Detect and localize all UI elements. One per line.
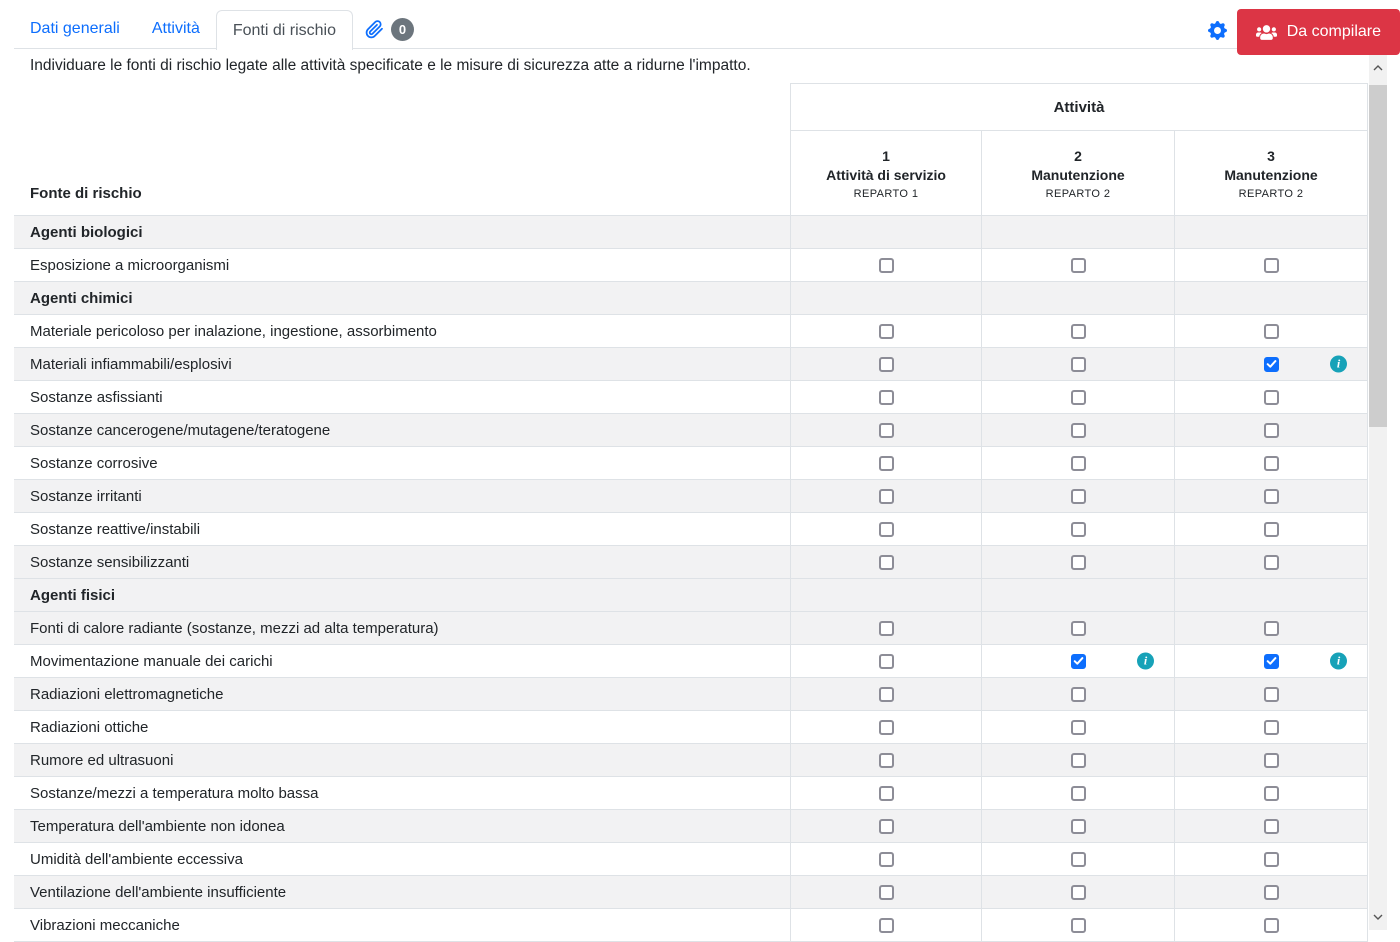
checkbox-sostanze-cancerogene-mutagene-teratogene-activity-3[interactable]	[1264, 423, 1279, 438]
activity-2-cell	[981, 249, 1174, 281]
activity-3-cell	[1174, 810, 1368, 842]
info-circle-icon[interactable]: i	[1330, 653, 1347, 670]
table-body	[14, 216, 1368, 942]
activity-3-cell	[1174, 645, 1368, 677]
activity-1-cell	[790, 216, 981, 248]
risk-label: Esposizione a microorganismi	[30, 256, 230, 274]
checkbox-sostanze-corrosive-activity-1[interactable]	[879, 456, 894, 471]
activity-1-cell	[790, 447, 981, 479]
risk-label: Sostanze sensibilizzanti	[30, 553, 190, 571]
risk-label: Sostanze cancerogene/mutagene/teratogene	[30, 421, 331, 439]
activity-column-header-3	[1174, 130, 1368, 215]
activity-1-cell	[790, 249, 981, 281]
risk-row-sostanze-cancerogene-mutagene-teratogene	[14, 414, 1368, 447]
checkbox-sostanze-sensibilizzanti-activity-2[interactable]	[1071, 555, 1086, 570]
activity-2-cell	[981, 678, 1174, 710]
checkbox-materiale-pericoloso-per-inalazione-ingestione-assorbimento-activity-1[interactable]	[879, 324, 894, 339]
activity-3-cell	[1174, 315, 1368, 347]
activity-name: Manutenzione	[1031, 166, 1125, 183]
risk-row-radiazioni-ottiche	[14, 711, 1368, 744]
risk-row-ventilazione-dell-ambiente-insufficiente	[14, 876, 1368, 909]
checkbox-temperatura-dell-ambiente-non-idonea-activity-2[interactable]	[1071, 819, 1086, 834]
checkbox-sostanze-corrosive-activity-3[interactable]	[1264, 456, 1279, 471]
checkbox-temperatura-dell-ambiente-non-idonea-activity-3[interactable]	[1264, 819, 1279, 834]
checkmark-icon	[1266, 359, 1277, 369]
activity-3-cell	[1174, 876, 1368, 908]
risk-row-esposizione-a-microorganismi	[14, 249, 1368, 282]
risk-label: Fonti di calore radiante (sostanze, mezzi ad alta temperatura)	[30, 619, 439, 637]
checkbox-sostanze-cancerogene-mutagene-teratogene-activity-2[interactable]	[1071, 423, 1086, 438]
activity-2-cell	[981, 348, 1174, 380]
activity-2-cell	[981, 744, 1174, 776]
checkmark-icon	[1073, 656, 1084, 666]
activity-1-cell	[790, 546, 981, 578]
activity-department: REPARTO 1	[853, 187, 919, 200]
checkbox-materiali-infiammabili-esplosivi-activity-2[interactable]	[1071, 357, 1086, 372]
checkbox-movimentazione-manuale-dei-carichi-activity-1[interactable]	[879, 654, 894, 669]
activity-1-cell	[790, 909, 981, 941]
risk-row-temperatura-dell-ambiente-non-idonea	[14, 810, 1368, 843]
activity-1-cell	[790, 612, 981, 644]
scroll-down-button[interactable]	[1369, 908, 1387, 926]
risk-row-sostanze-corrosive	[14, 447, 1368, 480]
checkbox-sostanze-reattive-instabili-activity-3[interactable]	[1264, 522, 1279, 537]
category-row-agenti-fisici	[14, 579, 1368, 612]
activity-name: Manutenzione	[1224, 166, 1318, 183]
checkbox-temperatura-dell-ambiente-non-idonea-activity-1[interactable]	[879, 819, 894, 834]
attachments-control[interactable]	[353, 10, 426, 48]
activity-2-cell	[981, 909, 1174, 941]
activity-1-cell	[790, 315, 981, 347]
column-header-fonte-di-rischio: Fonte di rischio	[30, 185, 142, 202]
checkbox-materiale-pericoloso-per-inalazione-ingestione-assorbimento-activity-2[interactable]	[1071, 324, 1086, 339]
activity-3-cell	[1174, 282, 1368, 314]
risk-label: Umidità dell'ambiente eccessiva	[30, 850, 243, 868]
checkbox-sostanze-mezzi-a-temperatura-molto-bassa-activity-3[interactable]	[1264, 786, 1279, 801]
activity-2-cell	[981, 546, 1174, 578]
checkbox-radiazioni-ottiche-activity-2[interactable]	[1071, 720, 1086, 735]
risk-label: Materiali infiammabili/esplosivi	[30, 355, 232, 373]
risk-row-sostanze-asfissianti	[14, 381, 1368, 414]
checkbox-sostanze-reattive-instabili-activity-2[interactable]	[1071, 522, 1086, 537]
checkbox-rumore-ed-ultrasuoni-activity-2[interactable]	[1071, 753, 1086, 768]
chevron-down-icon	[1373, 914, 1383, 920]
scroll-up-button[interactable]	[1369, 59, 1387, 77]
activity-2-cell	[981, 579, 1174, 611]
activity-2-cell	[981, 777, 1174, 809]
risk-label: Sostanze reattive/instabili	[30, 520, 201, 538]
checkbox-rumore-ed-ultrasuoni-activity-3[interactable]	[1264, 753, 1279, 768]
risk-row-sostanze-reattive-instabili	[14, 513, 1368, 546]
activity-2-cell	[981, 645, 1174, 677]
risk-label: Movimentazione manuale dei carichi	[30, 652, 273, 670]
activity-1-cell	[790, 645, 981, 677]
activity-department: REPARTO 2	[1238, 187, 1304, 200]
activity-2-cell	[981, 447, 1174, 479]
activity-1-cell	[790, 744, 981, 776]
category-row-agenti-biologici	[14, 216, 1368, 249]
activity-3-cell	[1174, 579, 1368, 611]
activity-2-cell	[981, 876, 1174, 908]
category-label: Agenti fisici	[30, 586, 116, 604]
activity-number: 3	[1267, 147, 1275, 164]
activity-department: REPARTO 2	[1045, 187, 1111, 200]
risk-label: Sostanze/mezzi a temperatura molto bassa	[30, 784, 319, 802]
risk-row-fonti-di-calore-radiante-sostanze-mezzi-ad-alta-temperatura	[14, 612, 1368, 645]
risk-row-umidita-dell-ambiente-eccessiva	[14, 843, 1368, 876]
risk-row-sostanze-sensibilizzanti	[14, 546, 1368, 579]
info-circle-icon[interactable]: i	[1137, 653, 1154, 670]
activity-1-cell	[790, 348, 981, 380]
checkbox-sostanze-mezzi-a-temperatura-molto-bassa-activity-1[interactable]	[879, 786, 894, 801]
activity-1-cell	[790, 282, 981, 314]
checkbox-sostanze-sensibilizzanti-activity-3[interactable]	[1264, 555, 1279, 570]
checkbox-materiale-pericoloso-per-inalazione-ingestione-assorbimento-activity-3[interactable]	[1264, 324, 1279, 339]
activity-1-cell	[790, 777, 981, 809]
risk-label: Ventilazione dell'ambiente insufficiente	[30, 883, 287, 901]
risk-label: Temperatura dell'ambiente non idonea	[30, 817, 285, 835]
activity-1-cell	[790, 480, 981, 512]
activity-column-header-2	[981, 130, 1174, 215]
risk-label: Materiale pericoloso per inalazione, ingestione, assorbimento	[30, 322, 437, 340]
checkbox-vibrazioni-meccaniche-activity-2[interactable]	[1071, 918, 1086, 933]
checkbox-umidita-dell-ambiente-eccessiva-activity-2[interactable]	[1071, 852, 1086, 867]
activity-2-cell	[981, 282, 1174, 314]
category-label: Agenti biologici	[30, 223, 143, 241]
activity-2-cell	[981, 480, 1174, 512]
chevron-up-icon	[1373, 65, 1383, 71]
checkbox-vibrazioni-meccaniche-activity-1[interactable]	[879, 918, 894, 933]
checkbox-fonti-di-calore-radiante-sostanze-mezzi-ad-alta-temperatura-activity-1[interactable]	[879, 621, 894, 636]
category-row-agenti-chimici	[14, 282, 1368, 315]
risk-row-materiali-infiammabili-esplosivi	[14, 348, 1368, 381]
activity-3-cell	[1174, 249, 1368, 281]
checkbox-sostanze-asfissianti-activity-2[interactable]	[1071, 390, 1086, 405]
activity-number: 2	[1074, 147, 1082, 164]
activity-3-cell	[1174, 777, 1368, 809]
checkbox-movimentazione-manuale-dei-carichi-activity-3[interactable]	[1264, 654, 1279, 669]
activity-number: 1	[882, 147, 890, 164]
checkbox-sostanze-irritanti-activity-1[interactable]	[879, 489, 894, 504]
activity-3-cell	[1174, 612, 1368, 644]
checkbox-sostanze-cancerogene-mutagene-teratogene-activity-1[interactable]	[879, 423, 894, 438]
activity-1-cell	[790, 579, 981, 611]
activity-1-cell	[790, 876, 981, 908]
checkbox-vibrazioni-meccaniche-activity-3[interactable]	[1264, 918, 1279, 933]
activity-2-cell	[981, 414, 1174, 446]
checkbox-radiazioni-elettromagnetiche-activity-3[interactable]	[1264, 687, 1279, 702]
checkbox-radiazioni-ottiche-activity-1[interactable]	[879, 720, 894, 735]
scrollbar-thumb[interactable]	[1369, 85, 1387, 427]
checkbox-radiazioni-elettromagnetiche-activity-1[interactable]	[879, 687, 894, 702]
activity-2-cell	[981, 612, 1174, 644]
checkbox-esposizione-a-microorganismi-activity-2[interactable]	[1071, 258, 1086, 273]
attachments-count-badge: 0	[391, 18, 414, 41]
tab-attivita[interactable]: Attività	[151, 20, 200, 37]
activity-3-cell	[1174, 546, 1368, 578]
activity-3-cell	[1174, 216, 1368, 248]
checkbox-ventilazione-dell-ambiente-insufficiente-activity-2[interactable]	[1071, 885, 1086, 900]
checkbox-ventilazione-dell-ambiente-insufficiente-activity-1[interactable]	[879, 885, 894, 900]
activity-3-cell	[1174, 744, 1368, 776]
risk-row-sostanze-mezzi-a-temperatura-molto-bassa	[14, 777, 1368, 810]
group-header-attivita: Attività	[790, 83, 1368, 130]
risk-label: Sostanze corrosive	[30, 454, 158, 472]
category-label: Agenti chimici	[30, 289, 133, 307]
info-circle-icon[interactable]: i	[1330, 356, 1347, 373]
risk-label: Vibrazioni meccaniche	[30, 916, 180, 934]
activity-3-cell	[1174, 381, 1368, 413]
risk-table	[14, 83, 1368, 942]
risk-label: Sostanze asfissianti	[30, 388, 163, 406]
checkbox-rumore-ed-ultrasuoni-activity-1[interactable]	[879, 753, 894, 768]
activity-3-cell	[1174, 513, 1368, 545]
activity-name: Attività di servizio	[826, 166, 946, 183]
checkbox-sostanze-asfissianti-activity-3[interactable]	[1264, 390, 1279, 405]
activity-3-cell	[1174, 480, 1368, 512]
risk-label: Radiazioni ottiche	[30, 718, 149, 736]
risk-row-movimentazione-manuale-dei-carichi	[14, 645, 1368, 678]
activity-2-cell	[981, 711, 1174, 743]
checkmark-icon	[1266, 656, 1277, 666]
activity-2-cell	[981, 216, 1174, 248]
activity-1-cell	[790, 843, 981, 875]
risk-row-rumore-ed-ultrasuoni	[14, 744, 1368, 777]
vertical-scrollbar[interactable]	[1369, 55, 1387, 930]
checkbox-umidita-dell-ambiente-eccessiva-activity-3[interactable]	[1264, 852, 1279, 867]
checkbox-fonti-di-calore-radiante-sostanze-mezzi-ad-alta-temperatura-activity-3[interactable]	[1264, 621, 1279, 636]
activity-1-cell	[790, 678, 981, 710]
activity-3-cell	[1174, 447, 1368, 479]
risk-row-sostanze-irritanti	[14, 480, 1368, 513]
checkbox-materiali-infiammabili-esplosivi-activity-3[interactable]	[1264, 357, 1279, 372]
activity-1-cell	[790, 810, 981, 842]
checkbox-esposizione-a-microorganismi-activity-3[interactable]	[1264, 258, 1279, 273]
activity-1-cell	[790, 513, 981, 545]
activity-2-cell	[981, 513, 1174, 545]
checkbox-materiali-infiammabili-esplosivi-activity-1[interactable]	[879, 357, 894, 372]
risk-row-materiale-pericoloso-per-inalazione-ingestione-assorbimento	[14, 315, 1368, 348]
checkbox-sostanze-corrosive-activity-2[interactable]	[1071, 456, 1086, 471]
checkbox-esposizione-a-microorganismi-activity-1[interactable]	[879, 258, 894, 273]
checkbox-umidita-dell-ambiente-eccessiva-activity-1[interactable]	[879, 852, 894, 867]
checkbox-sostanze-irritanti-activity-2[interactable]	[1071, 489, 1086, 504]
table-header	[14, 83, 1368, 216]
checkbox-fonti-di-calore-radiante-sostanze-mezzi-ad-alta-temperatura-activity-2[interactable]	[1071, 621, 1086, 636]
users-icon	[1256, 24, 1277, 41]
activity-3-cell	[1174, 843, 1368, 875]
risk-label: Rumore ed ultrasuoni	[30, 751, 174, 769]
checkbox-sostanze-reattive-instabili-activity-1[interactable]	[879, 522, 894, 537]
activity-3-cell	[1174, 348, 1368, 380]
activity-3-cell	[1174, 711, 1368, 743]
activity-2-cell	[981, 315, 1174, 347]
activity-1-cell	[790, 381, 981, 413]
activity-3-cell	[1174, 909, 1368, 941]
checkbox-sostanze-sensibilizzanti-activity-1[interactable]	[879, 555, 894, 570]
checkbox-radiazioni-ottiche-activity-3[interactable]	[1264, 720, 1279, 735]
activity-2-cell	[981, 843, 1174, 875]
risk-row-radiazioni-elettromagnetiche	[14, 678, 1368, 711]
activity-1-cell	[790, 711, 981, 743]
page-description: Individuare le fonti di rischio legate alle attività specificate e le misure di sicurezza atte a ridurne l'impatto.	[30, 57, 751, 74]
tab-dati-generali[interactable]: Dati generali	[30, 20, 120, 37]
risk-label: Radiazioni elettromagnetiche	[30, 685, 224, 703]
checkbox-sostanze-mezzi-a-temperatura-molto-bassa-activity-2[interactable]	[1071, 786, 1086, 801]
checkbox-radiazioni-elettromagnetiche-activity-2[interactable]	[1071, 687, 1086, 702]
activity-3-cell	[1174, 414, 1368, 446]
risk-label: Sostanze irritanti	[30, 487, 142, 505]
checkbox-ventilazione-dell-ambiente-insufficiente-activity-3[interactable]	[1264, 885, 1279, 900]
checkbox-sostanze-asfissianti-activity-1[interactable]	[879, 390, 894, 405]
status-button-label: Da compilare	[1286, 23, 1381, 40]
activity-3-cell	[1174, 678, 1368, 710]
risk-row-vibrazioni-meccaniche	[14, 909, 1368, 942]
checkbox-movimentazione-manuale-dei-carichi-activity-2[interactable]	[1071, 654, 1086, 669]
activity-2-cell	[981, 381, 1174, 413]
activity-column-header-1	[790, 130, 981, 215]
status-button[interactable]	[1237, 9, 1400, 55]
activity-1-cell	[790, 414, 981, 446]
checkbox-sostanze-irritanti-activity-3[interactable]	[1264, 489, 1279, 504]
gear-icon[interactable]	[1208, 21, 1227, 40]
paperclip-icon	[365, 20, 384, 39]
activity-2-cell	[981, 810, 1174, 842]
tab-fonti-di-rischio[interactable]: Fonti di rischio	[216, 10, 353, 50]
